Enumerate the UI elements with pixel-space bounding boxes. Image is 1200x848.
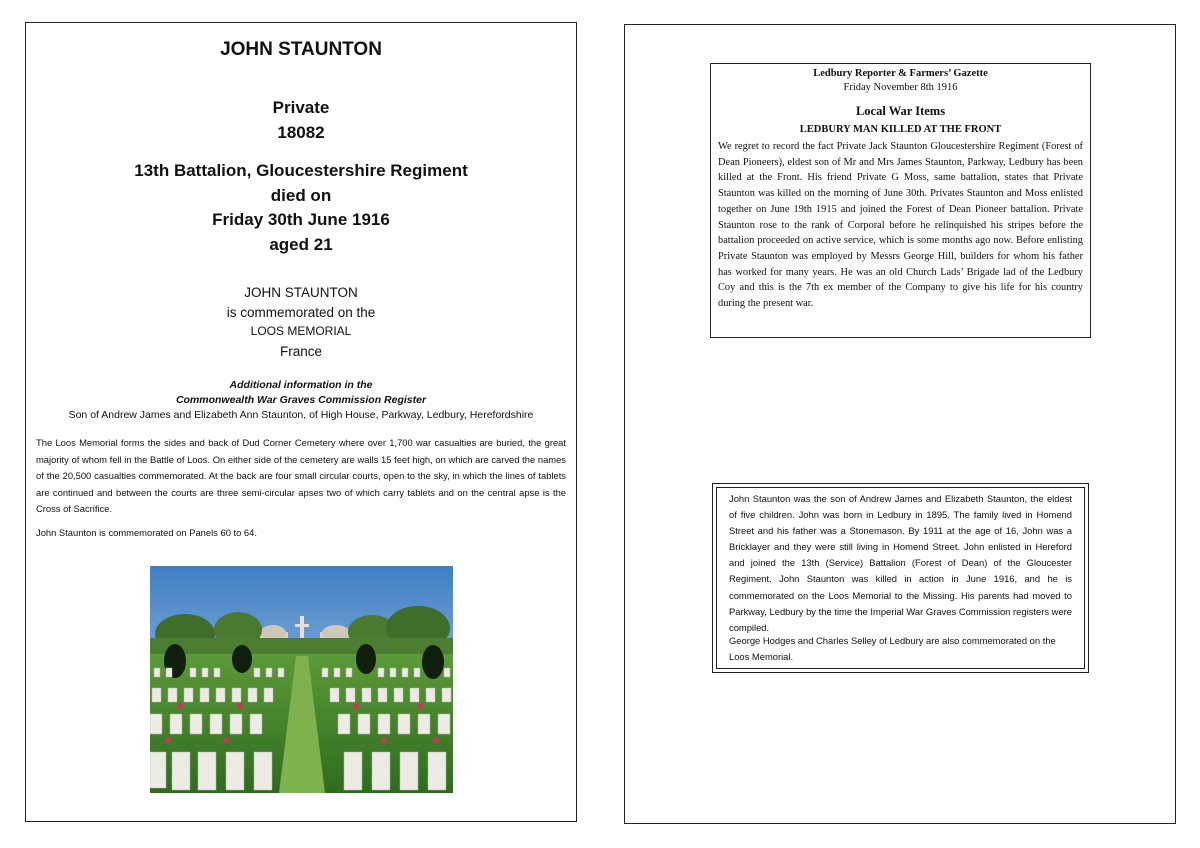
date-of-death: Friday 30th June 1916 [212,210,390,229]
right-page [624,24,1176,824]
biography-box [712,483,1089,673]
memorial-name: LOOS MEMORIAL [250,324,352,338]
biography-inner-border [716,487,1085,669]
newspaper-headline: LEDBURY MAN KILLED AT THE FRONT [799,124,1002,135]
soldier-name-title: JOHN STAUNTON [220,39,382,60]
newspaper-clipping [710,63,1091,338]
newspaper-section: Local War Items [855,104,946,118]
age: aged 21 [269,234,333,254]
cwgc-details: Son of Andrew James and Elizabeth Ann Staunton, of High House, Parkway, Ledbury, Herefordshire [68,409,534,421]
panels-text: John Staunton is commemorated on Panels 60 to 64. [36,527,257,538]
cwgc-heading-1: Additional information in the [229,379,373,391]
newspaper-article: We regret to record the fact Private Jack Staunton Gloucestershire Regiment (Forest of Dean Pioneers), eldest son of Mr and Mrs James Staunton, Parkway, Ledbury has been killed at the Front. His friend Private G Moss, same battalion, states that Private Staunton was killed on the morning of June 30th. Privates Staunton and Moss enlisted together on June 19th 1915 and joined the Forest of Dean Pioneer battalion. Private Staunton rose to the rank of Corporal before he relinquished his stripes before the battalion proceeded on active service, which is some months ago now. Before enlisting Private Staunton was employed by Messrs George Hill, builders for whom his father has worked for many years. He was an old Church Lads’ Brigade lad of the Ledbury Coy and this is the 7th ex member of the Company to give his life for his country during the present war. [718,141,1083,310]
cwgc-heading-2: Commonwealth War Graves Commission Register [175,394,427,406]
cwgc-block [26,378,576,423]
unit: 13th Battalion, Gloucestershire Regiment [134,161,468,180]
biography-paragraph-1: John Staunton was the son of Andrew James and Elizabeth Staunton, the eldest of five children. John was born in Ledbury in 1895. The family lived in Homend Street and his father was a Stonemason. By 1911 at the age of 16, John was a Bricklayer and they were still living in Homend Street. John enlisted in Hereford and joined the 13th (Service) Battalion (Forest of Dean) of the Gloucester Regiment. John Staunton was killed in action in June 1916, and he is commemorated on the Loos Memorial to the Missing. His parents had moved to Parkway, Ledbury by the time the Imperial War Graves Commission registers were compiled. [729,493,1072,633]
biography-paragraph-2: George Hodges and Charles Selley of Ledbury are also commemorated on the Loos Memorial. [729,635,1056,663]
died-on-label: died on [270,185,332,205]
unit-block [26,159,576,257]
left-page [25,22,577,822]
memorial-description: The Loos Memorial forms the sides and back of Dud Corner Cemetery where over 1,700 war casualties are buried, the great majority of whom fell in the Battle of Loos. On either side of the cemetery are walls 15 feet high, on which are carved the names of the 20,500 casualties commemorated. At the back are four small circular courts, open to the sky, in which the lines of tablets are continued and between the courts are three semi-circular apses two of which carry tablets and on the central apse is the Cross of Sacrifice. [36,437,566,515]
commemoration-block [26,283,576,361]
rank-block [26,95,576,145]
rank: Private [272,98,330,117]
service-number: 18082 [277,123,325,142]
newspaper-date: Friday November 8th 1916 [843,82,958,93]
cemetery-photo [150,566,453,793]
memorial-country: France [279,343,323,359]
commemoration-name: JOHN STAUNTON [244,285,358,300]
newspaper-title: Ledbury Reporter & Farmers’ Gazette [813,68,988,79]
commemoration-line: is commemorated on the [226,304,376,320]
